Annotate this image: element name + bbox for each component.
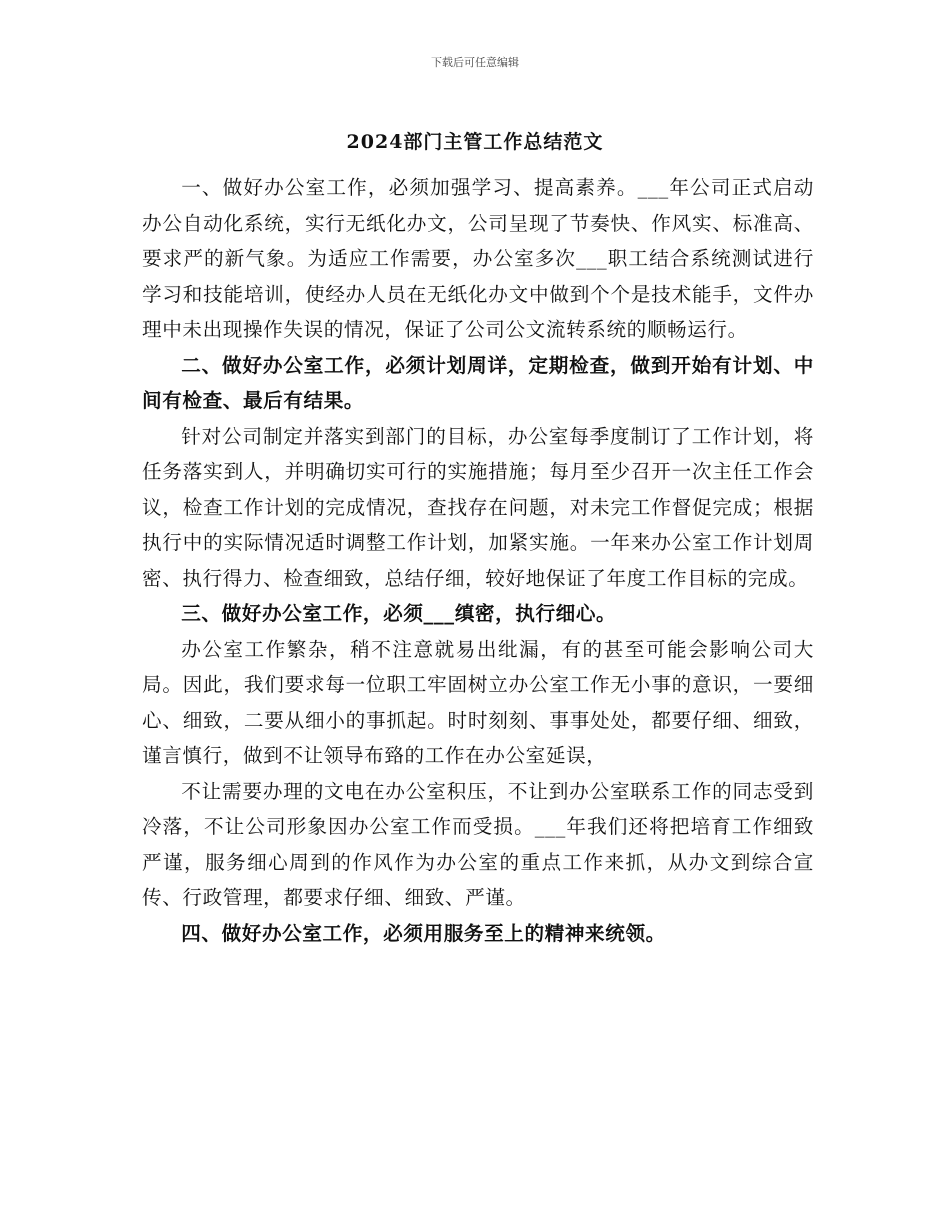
- header-note: 下载后可任意编辑: [431, 56, 519, 69]
- document-title: 2024部门主管工作总结范文: [346, 131, 604, 153]
- paragraph-3: 办公室工作繁杂，稍不注意就易出纰漏，有的甚至可能会影响公司大局。因此，我们要求每一位职工牢固树立办公室工作无小事的意识，一要细心、细致，二要从细小的事抓起。时时刻刻、事事处处，都要仔细、细致，谨言慎行，做到不让领导布臵的工作在办公室延误，: [142, 637, 814, 767]
- paragraph-4: 不让需要办理的文电在办公室积压，不让到办公室联系工作的同志受到冷落，不让公司形象因办公室工作而受损。___年我们还将把培育工作细致严谨，服务细心周到的作风作为办公室的重点工作来抓，从办文到综合宣传、行政管理，都要求仔细、细致、严谨。: [142, 779, 814, 909]
- paragraph-2: 针对公司制定并落实到部门的目标，办公室每季度制订了工作计划，将任务落实到人，并明确切实可行的实施措施；每月至少召开一次主任工作会议，检查工作计划的完成情况，查找存在问题，对未完工作督促完成；根据执行中的实际情况适时调整工作计划，加紧实施。一年来办公室工作计划周密、执行得力、检查细致，总结仔细，较好地保证了年度工作目标的完成。: [142, 424, 814, 590]
- paragraph-1: 一、做好办公室工作，必须加强学习、提高素养。___年公司正式启动办公自动化系统，实行无纸化办文，公司呈现了节奏快、作风实、标准高、要求严的新气象。为适应工作需要，办公室多次___职工结合系统测试进行学习和技能培训，使经办人员在无纸化办文中做到个个是技术能手，文件办理中未出现操作失误的情况，保证了公司公文流转系统的顺畅运行。: [142, 176, 814, 341]
- section-heading-3: 三、做好办公室工作，必须___缜密，执行细心。: [181, 602, 617, 625]
- section-heading-4: 四、做好办公室工作，必须用服务至上的精神来统领。: [181, 921, 666, 945]
- section-heading-2: 二、做好办公室工作，必须计划周详，定期检查，做到开始有计划、中间有检查、最后有结果。: [142, 353, 814, 412]
- document-body: [142, 170, 814, 951]
